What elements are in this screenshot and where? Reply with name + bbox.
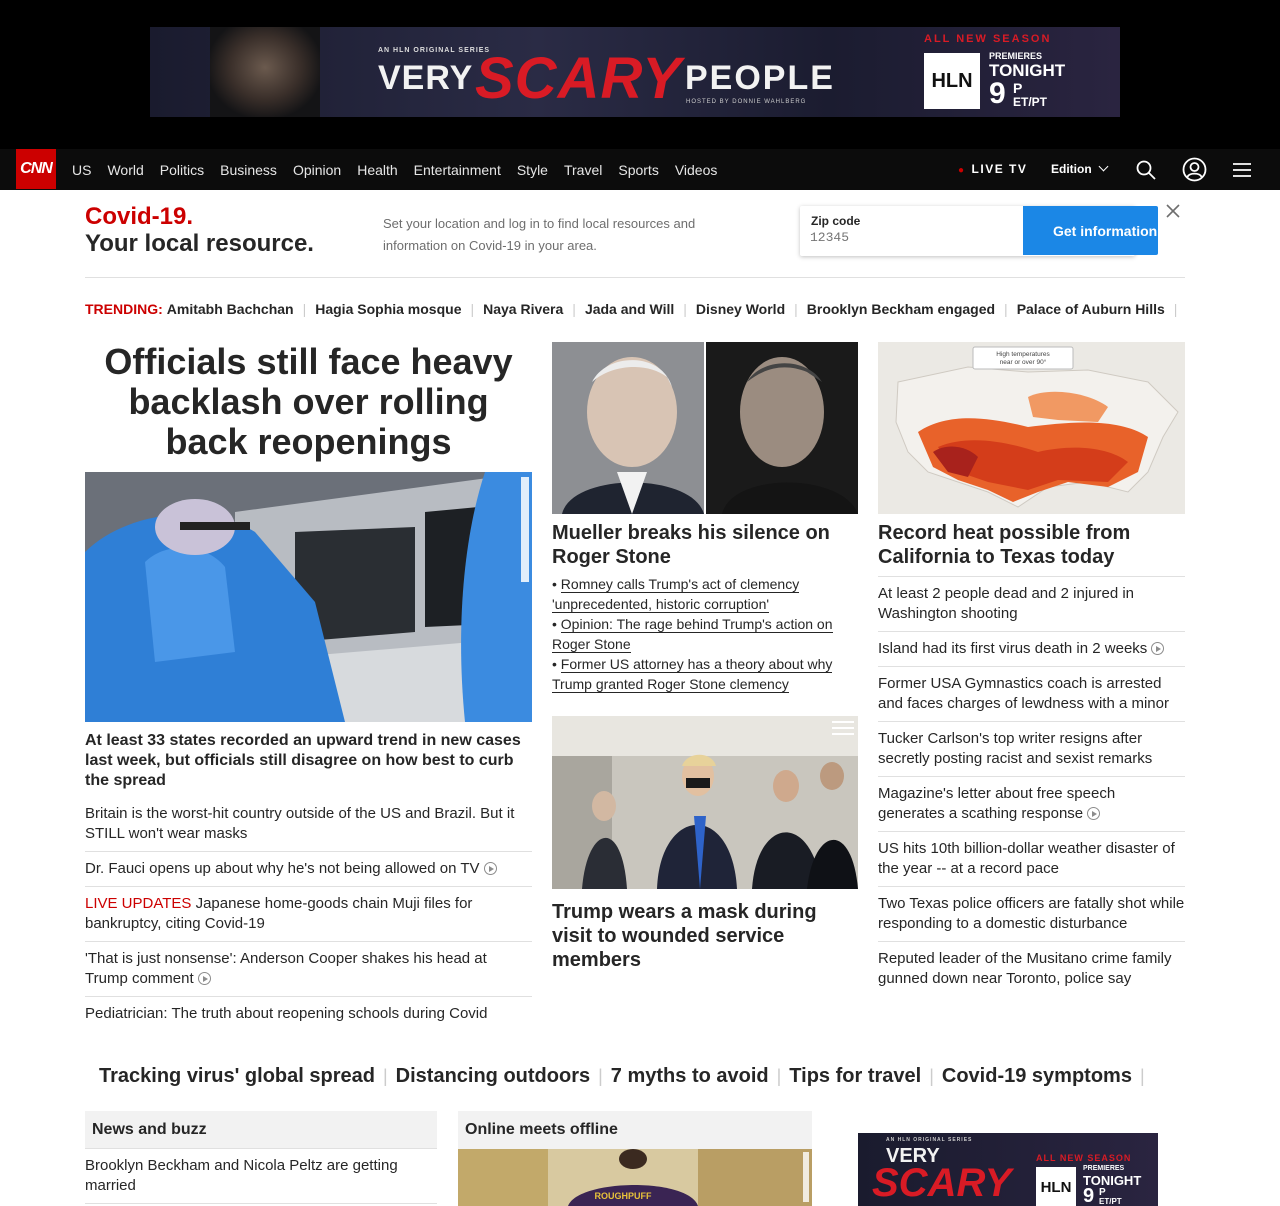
nav-link-us[interactable]: US [72,161,92,178]
covid-title: Covid-19. [85,203,194,230]
nav-link-opinion[interactable]: Opinion [292,161,342,178]
link-separator: | [598,1066,603,1086]
nav-link-style[interactable]: Style [516,161,548,178]
close-icon[interactable] [1165,203,1181,219]
story-text: Magazine's letter about free speech generates a scathing response [878,785,1116,822]
trending-item[interactable]: Palace of Auburn Hills [1016,301,1165,317]
link-separator: | [382,1066,388,1086]
nav-links [72,149,717,190]
related-link[interactable]: Romney calls Trump's act of clemency 'unprecedented, historic corruption' [552,576,800,612]
news-buzz-item[interactable]: Brooklyn Beckham and Nicola Peltz are getting married [85,1157,398,1194]
ad-host-photo [210,27,320,117]
map-label: High temperatures [996,351,1050,358]
list-item[interactable] [85,996,532,1031]
stone-mueller-photo[interactable] [552,342,858,514]
hln-logo: HLN [1036,1167,1076,1206]
divider [85,1203,437,1204]
heat-map-photo[interactable] [878,342,1185,514]
story-text: Former USA Gymnastics coach is arrested and faces charges of lewdness with a minor [878,675,1169,712]
trending-separator: | [572,301,576,317]
list-item[interactable] [878,831,1185,886]
list-item[interactable] [878,886,1185,941]
trending-item[interactable]: Amitabh Bachchan [166,301,294,317]
play-video-icon [1087,807,1100,820]
list-item[interactable] [85,797,532,851]
nav-link-world[interactable]: World [107,161,144,178]
bullet-item: • Former US attorney has a theory about why Trump granted Roger Stone clemency [552,656,833,692]
trending-separator: | [1173,301,1178,317]
live-dot-icon: ● [958,165,966,176]
ad-title-scary: SCARY [475,46,682,111]
zip-code-input[interactable] [810,230,1010,245]
ad-time-zone: ET/PT [1013,95,1048,109]
search-icon[interactable] [1135,159,1157,181]
list-item[interactable] [878,776,1185,831]
nav-link-travel[interactable]: Travel [563,161,603,178]
top-ad-band [0,0,1280,149]
ad-time-hour: 9 [989,77,1006,110]
zip-code-label: Zip code [811,214,861,228]
user-icon[interactable] [1182,157,1207,182]
story-text: Two Texas police officers are fatally shot while responding to a domestic disturbance [878,895,1185,932]
list-item[interactable] [878,941,1185,996]
live-tv-label: LIVE TV [971,162,1028,176]
ad-title-very: VERY [886,1145,940,1167]
cnn-logo[interactable]: CNN [16,149,56,189]
story-text: Japanese home-goods chain Muji files for bankruptcy, citing Covid-19 [85,895,473,932]
trending-bar [85,301,1186,317]
hln-banner-ad[interactable] [150,27,1120,117]
trending-separator: | [683,301,687,317]
list-item[interactable] [85,851,532,886]
play-video-icon [1151,642,1164,655]
story-text: Britain is the worst-hit country outside of the US and Brazil. But it STILL won't wear masks [85,805,515,842]
menu-icon[interactable] [1231,159,1253,181]
ad-tonight: TONIGHT [989,61,1066,80]
live-updates-label: LIVE UPDATES [85,895,192,912]
photo-jacket-text: ROUGHPUFF [594,1191,652,1201]
story-text: 'That is just nonsense': Anderson Cooper shakes his head at Trump comment [85,950,487,987]
record-heat-headline[interactable]: Record heat possible from California to Texas today [878,522,1131,568]
photo-scene [458,1149,812,1206]
nav-link-business[interactable]: Business [220,161,277,178]
quick-link[interactable]: Covid-19 symptoms [941,1065,1132,1087]
ad-premieres: PREMIERES [989,51,1043,61]
edition-label: Edition [1051,162,1092,176]
trending-separator: | [470,301,475,317]
ad-all-new-season: ALL NEW SEASON [1036,1153,1132,1163]
ad-time-period: P [1013,80,1023,96]
ad-tonight: TONIGHT [1083,1173,1142,1188]
link-separator: | [776,1066,782,1086]
hero-headline[interactable]: Officials still face heavy backlash over rolling back reopenings [104,341,513,462]
map-label: near or over 90° [999,359,1047,366]
play-video-icon [198,972,211,985]
hero-subheadline[interactable]: At least 33 states recorded an upward trend in new cases last week, but officials still disagree on how best to curb the spread [85,732,521,789]
trending-item[interactable]: Jada and Will [584,301,675,317]
online-offline-header: Online meets offline [458,1111,812,1149]
ad-premieres: PREMIERES [1083,1165,1125,1172]
ad-all-new-season: ALL NEW SEASON [924,33,1052,45]
photo-scene [85,472,532,722]
ad-time-hour: 9 [1083,1185,1095,1206]
hln-sidebar-ad[interactable] [858,1133,1158,1206]
trending-separator: | [794,301,798,317]
nav-link-sports[interactable]: Sports [618,161,659,178]
quick-link[interactable]: Distancing outdoors [395,1065,591,1087]
chevron-down-icon [1098,162,1108,172]
related-link[interactable]: Opinion: The rage behind Trump's action on Roger Stone [552,616,833,652]
covid-quick-links [99,1065,1153,1088]
link-separator: | [1139,1066,1145,1086]
trump-mask-headline[interactable]: Trump wears a mask during visit to wounded service members [552,901,817,971]
ad-hosted-by: HOSTED BY DONNIE WAHLBERG [686,99,807,105]
edition-dropdown[interactable] [1051,162,1107,176]
trending-item[interactable]: Hagia Sophia mosque [315,301,462,317]
ad-time-zone: ET/PT [1099,1197,1122,1206]
trending-separator: | [302,301,307,317]
quick-link[interactable]: Tracking virus' global spread [99,1065,375,1087]
get-information-button[interactable]: Get information [1023,206,1158,255]
play-video-icon [484,862,497,875]
list-item[interactable] [878,577,1185,631]
ad-time-period: P [1099,1187,1106,1198]
story-text: Island had its first virus death in 2 weeks [878,640,1148,657]
col1-story-list [85,797,532,1031]
trending-item[interactable]: Disney World [695,301,786,317]
trending-separator: | [1004,301,1008,317]
news-buzz-header: News and buzz [85,1111,437,1149]
nav-link-politics[interactable]: Politics [159,161,205,178]
link-separator: | [929,1066,934,1086]
nav-link-videos[interactable]: Videos [674,161,718,178]
ad-title-very: VERY [378,59,474,97]
list-item[interactable] [878,721,1185,776]
ad-series-label: AN HLN ORIGINAL SERIES [886,1137,973,1143]
online-offline-photo[interactable] [458,1149,812,1206]
story-text: Dr. Fauci opens up about why he's not being allowed on TV [85,860,480,877]
col3-story-list [878,576,1185,996]
list-item[interactable] [878,666,1185,721]
quick-link[interactable]: 7 myths to avoid [610,1065,769,1087]
trending-item[interactable]: Naya Rivera [483,301,564,317]
story-text: Tucker Carlson's top writer resigns after secretly posting racist and sexist remarks [878,730,1153,767]
covid-description: Set your location and log in to find local resources and information on Covid-19 in your area. [383,216,696,253]
story-text: Reputed leader of the Musitano crime family gunned down near Toronto, police say [878,950,1172,987]
trending-item[interactable]: Brooklyn Beckham engaged [806,301,996,317]
list-item[interactable] [85,886,532,941]
bullet-item: • Opinion: The rage behind Trump's action on Roger Stone [552,616,833,652]
nav-link-entertainment[interactable]: Entertainment [413,161,501,178]
quick-link[interactable]: Tips for travel [789,1065,922,1087]
story-text: US hits 10th billion-dollar weather disaster of the year -- at a record pace [878,840,1175,877]
ad-title-scary: SCARY [872,1161,1012,1205]
list-item[interactable] [85,941,532,996]
nav-link-health[interactable]: Health [357,161,398,178]
bullet-item: • Romney calls Trump's act of clemency 'unprecedented, historic corruption' [552,576,800,612]
trending-label: TRENDING: [85,301,163,317]
covid-subtitle: Your local resource. [85,230,314,257]
live-tv-link[interactable] [958,162,1027,176]
divider [85,1148,437,1149]
ad-title-people: PEOPLE [685,59,835,97]
photo-scene [552,716,858,889]
hln-logo: HLN [924,53,980,109]
photo-scene [552,342,858,514]
list-item[interactable] [878,631,1185,666]
related-link[interactable]: Former US attorney has a theory about why Trump granted Roger Stone clemency [552,656,833,692]
divider [85,277,1185,278]
mueller-headline[interactable]: Mueller breaks his silence on Roger Stone [552,522,830,568]
covid-testing-photo[interactable] [85,472,532,722]
mueller-related-links [552,574,858,694]
story-text: At least 2 people dead and 2 injured in Washington shooting [878,585,1135,622]
trump-mask-photo[interactable] [552,716,858,889]
main-nav [0,149,1280,190]
ad-series-label: AN HLN ORIGINAL SERIES [378,47,491,54]
story-text: Pediatrician: The truth about reopening schools during Covid [85,1005,488,1022]
us-heat-map [878,342,1185,514]
